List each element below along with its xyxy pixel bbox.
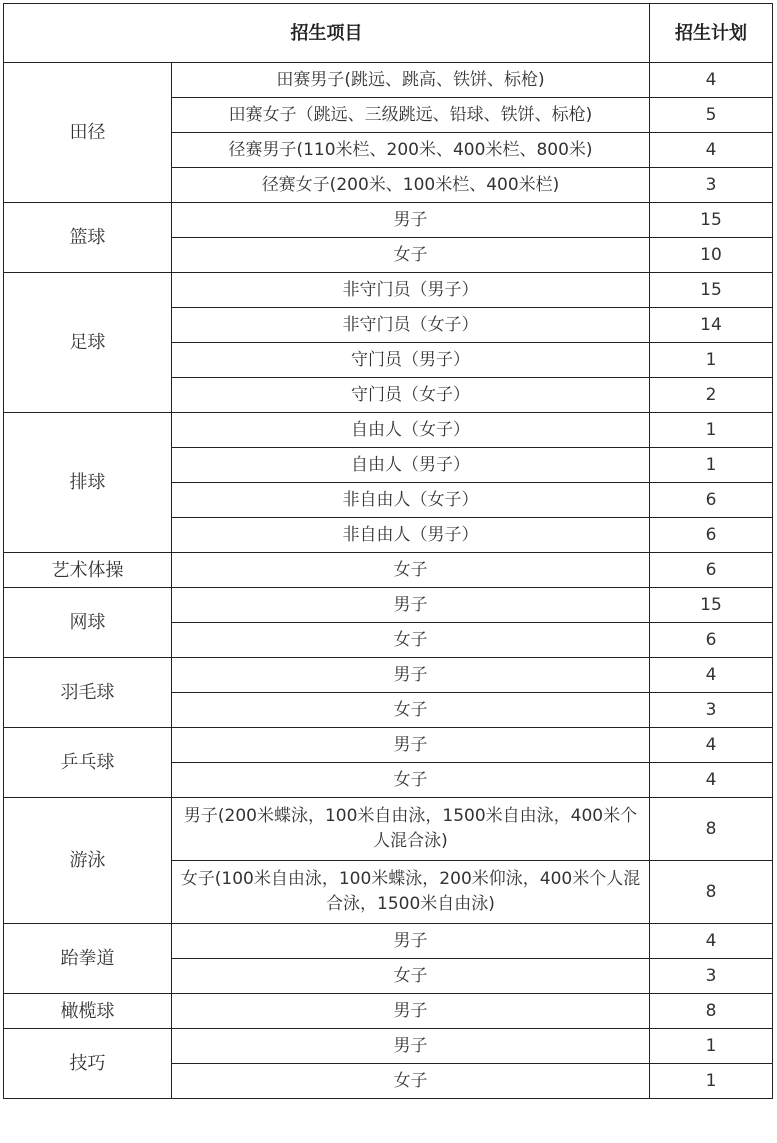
table-body <box>4 63 773 1099</box>
event-item: 男子 <box>172 728 650 763</box>
event-item: 非自由人（女子） <box>172 483 650 518</box>
event-item: 自由人（男子） <box>172 448 650 483</box>
event-item: 男子(200米蝶泳，100米自由泳，1500米自由泳，400米个人混合泳) <box>172 798 650 861</box>
event-item: 男子 <box>172 203 650 238</box>
event-item: 女子 <box>172 238 650 273</box>
enrollment-count: 4 <box>650 63 773 98</box>
event-item: 男子 <box>172 588 650 623</box>
sport-category: 乒乓球 <box>4 728 172 798</box>
table-row <box>4 728 773 763</box>
table-row <box>4 63 773 98</box>
enrollment-count: 15 <box>650 273 773 308</box>
enrollment-count: 10 <box>650 238 773 273</box>
enrollment-count: 1 <box>650 343 773 378</box>
event-item: 非自由人（男子） <box>172 518 650 553</box>
event-item: 田赛女子（跳远、三级跳远、铅球、铁饼、标枪) <box>172 98 650 133</box>
event-item: 男子 <box>172 1029 650 1064</box>
event-item: 径赛女子(200米、100米栏、400米栏) <box>172 168 650 203</box>
enrollment-count: 14 <box>650 308 773 343</box>
table-row <box>4 994 773 1029</box>
enrollment-count: 6 <box>650 518 773 553</box>
table-header-row <box>4 4 773 63</box>
table-row <box>4 553 773 588</box>
event-item: 女子 <box>172 763 650 798</box>
sport-category: 艺术体操 <box>4 553 172 588</box>
enrollment-count: 4 <box>650 924 773 959</box>
table-row <box>4 924 773 959</box>
sport-category: 跆拳道 <box>4 924 172 994</box>
enrollment-count: 4 <box>650 133 773 168</box>
enrollment-count: 1 <box>650 1064 773 1099</box>
enrollment-count: 2 <box>650 378 773 413</box>
event-item: 守门员（女子） <box>172 378 650 413</box>
event-item: 径赛男子(110米栏、200米、400米栏、800米) <box>172 133 650 168</box>
enrollment-count: 4 <box>650 658 773 693</box>
enrollment-count: 6 <box>650 553 773 588</box>
event-item: 男子 <box>172 924 650 959</box>
enrollment-count: 3 <box>650 693 773 728</box>
enrollment-count: 15 <box>650 588 773 623</box>
enrollment-count: 5 <box>650 98 773 133</box>
event-item: 女子 <box>172 693 650 728</box>
event-item: 男子 <box>172 658 650 693</box>
table-row <box>4 658 773 693</box>
sport-category: 田径 <box>4 63 172 203</box>
sport-category: 篮球 <box>4 203 172 273</box>
event-item: 女子 <box>172 1064 650 1099</box>
enrollment-count: 8 <box>650 861 773 924</box>
enrollment-table-container <box>3 3 773 1099</box>
enrollment-count: 4 <box>650 763 773 798</box>
table-row <box>4 798 773 861</box>
table-row <box>4 273 773 308</box>
event-item: 女子(100米自由泳，100米蝶泳，200米仰泳，400米个人混合泳，1500米自由泳) <box>172 861 650 924</box>
enrollment-plan-table <box>3 3 773 1099</box>
sport-category: 羽毛球 <box>4 658 172 728</box>
enrollment-count: 4 <box>650 728 773 763</box>
event-item: 非守门员（男子） <box>172 273 650 308</box>
enrollment-count: 1 <box>650 413 773 448</box>
enrollment-count: 8 <box>650 798 773 861</box>
table-row <box>4 413 773 448</box>
sport-category: 橄榄球 <box>4 994 172 1029</box>
event-item: 守门员（男子） <box>172 343 650 378</box>
enrollment-count: 1 <box>650 448 773 483</box>
header-project: 招生项目 <box>4 4 650 63</box>
enrollment-count: 8 <box>650 994 773 1029</box>
table-row <box>4 1029 773 1064</box>
header-plan: 招生计划 <box>650 4 773 63</box>
sport-category: 网球 <box>4 588 172 658</box>
table-row <box>4 588 773 623</box>
event-item: 女子 <box>172 553 650 588</box>
event-item: 男子 <box>172 994 650 1029</box>
enrollment-count: 3 <box>650 168 773 203</box>
event-item: 自由人（女子） <box>172 413 650 448</box>
enrollment-count: 6 <box>650 623 773 658</box>
event-item: 田赛男子(跳远、跳高、铁饼、标枪) <box>172 63 650 98</box>
sport-category: 游泳 <box>4 798 172 924</box>
enrollment-count: 6 <box>650 483 773 518</box>
event-item: 非守门员（女子） <box>172 308 650 343</box>
sport-category: 技巧 <box>4 1029 172 1099</box>
sport-category: 排球 <box>4 413 172 553</box>
event-item: 女子 <box>172 959 650 994</box>
table-row <box>4 203 773 238</box>
enrollment-count: 1 <box>650 1029 773 1064</box>
sport-category: 足球 <box>4 273 172 413</box>
enrollment-count: 3 <box>650 959 773 994</box>
event-item: 女子 <box>172 623 650 658</box>
enrollment-count: 15 <box>650 203 773 238</box>
